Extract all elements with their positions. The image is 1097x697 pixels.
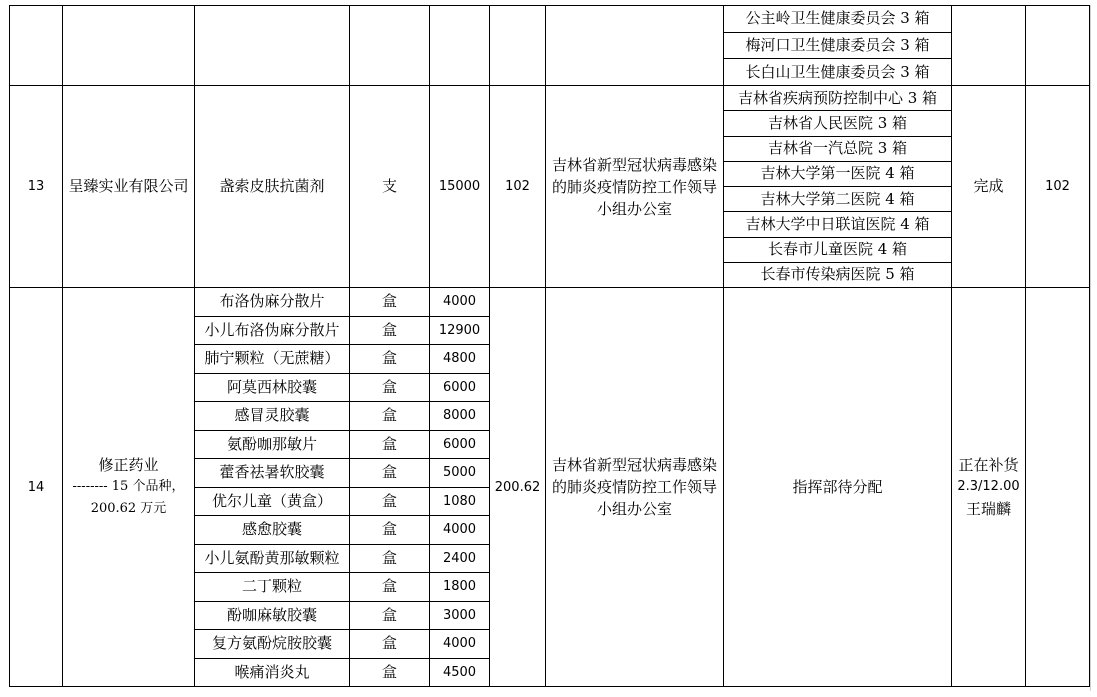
cell-no: 13: [10, 86, 63, 288]
cell-last: [1026, 288, 1090, 687]
cell-product: 藿香祛暑软胶囊: [195, 459, 350, 488]
cell-qty: 3000: [430, 601, 490, 630]
cell-qty: 15000: [430, 86, 490, 288]
company-summary: -------- 15 个品种，200.62 万元: [72, 479, 185, 517]
cell-status: 完成: [952, 86, 1026, 288]
company-name: 修正药业: [98, 456, 159, 475]
cell-recipient: 长春市儿童医院 4 箱: [724, 237, 952, 262]
cell-unit: 盒: [350, 459, 430, 488]
cell-qty: 2400: [430, 544, 490, 573]
cell-product: 感愈胶囊: [195, 516, 350, 545]
cell-product: 小儿布洛伪麻分散片: [195, 316, 350, 345]
status-text: 正在补货: [958, 456, 1019, 475]
cell-product: 二丁颗粒: [195, 573, 350, 602]
cell-qty: 4800: [430, 345, 490, 374]
cell-recipient: 吉林大学第二医院 4 箱: [724, 187, 952, 212]
table-row: [10, 86, 1090, 111]
cell-recipient: 公主岭卫生健康委员会 3 箱: [724, 6, 952, 33]
cell-qty: 12900: [430, 316, 490, 345]
cell-product: 盏索皮肤抗菌剂: [195, 86, 350, 288]
cell-recipient: 吉林大学中日联谊医院 4 箱: [724, 212, 952, 237]
cell-recipient: 长白山卫生健康委员会 3 箱: [724, 59, 952, 86]
cell-recipient: 吉林省一汽总院 3 箱: [724, 136, 952, 161]
cell-unit: 盒: [350, 601, 430, 630]
cell-status: [952, 6, 1026, 86]
cell-product: 喉痛消炎丸: [195, 658, 350, 687]
cell-receiver: [546, 6, 724, 86]
cell-qty: 4500: [430, 658, 490, 687]
cell-product: 复方氨酚烷胺胶囊: [195, 630, 350, 659]
cell-company: [63, 288, 195, 687]
cell-product: 小儿氨酚黄那敏颗粒: [195, 544, 350, 573]
cell-product: [195, 6, 350, 86]
cell-product: 阿莫西林胶囊: [195, 373, 350, 402]
cell-unit: 盒: [350, 516, 430, 545]
cell-last: [1026, 6, 1090, 86]
cell-unit: 盒: [350, 630, 430, 659]
cell-unit: 盒: [350, 430, 430, 459]
cell-company: [63, 6, 195, 86]
cell-product: 布洛伪麻分散片: [195, 288, 350, 317]
status-progress: 2.3/12.00: [957, 479, 1020, 495]
status-person: 王瑞麟: [965, 500, 1011, 519]
cell-qty: 1800: [430, 573, 490, 602]
cell-no: 14: [10, 288, 63, 687]
cell-qty: 8000: [430, 402, 490, 431]
cell-unit: 盒: [350, 402, 430, 431]
cell-receiver: 吉林省新型冠状病毒感染的肺炎疫情防控工作领导小组办公室: [546, 86, 724, 288]
cell-unit: 盒: [350, 288, 430, 317]
cell-unit: 支: [350, 86, 430, 288]
cell-qty: 6000: [430, 430, 490, 459]
donation-table-wrapper: [9, 5, 1089, 691]
cell-recipient: 吉林省疾病预防控制中心 3 箱: [724, 86, 952, 111]
cell-last: 102: [1026, 86, 1090, 288]
table-row: [10, 288, 1090, 317]
cell-company: 呈臻实业有限公司: [63, 86, 195, 288]
cell-unit: 盒: [350, 544, 430, 573]
cell-product: 感冒灵胶囊: [195, 402, 350, 431]
cell-qty: 6000: [430, 373, 490, 402]
cell-value: [490, 6, 546, 86]
cell-qty: 1080: [430, 487, 490, 516]
cell-recipient: 长春市传染病医院 5 箱: [724, 262, 952, 287]
cell-product: 肺宁颗粒（无蔗糖）: [195, 345, 350, 374]
cell-value: 200.62: [490, 288, 546, 687]
cell-product: 酚咖麻敏胶囊: [195, 601, 350, 630]
cell-unit: 盒: [350, 345, 430, 374]
cell-recipient: 吉林省人民医院 3 箱: [724, 111, 952, 136]
sheet-edge: [1090, 5, 1091, 691]
cell-qty: 5000: [430, 459, 490, 488]
cell-qty: 4000: [430, 516, 490, 545]
cell-value: 102: [490, 86, 546, 288]
donation-table: [9, 5, 1090, 687]
cell-unit: 盒: [350, 373, 430, 402]
cell-product: 优尔儿童（黄盒）: [195, 487, 350, 516]
cell-qty: [430, 6, 490, 86]
cell-no: [10, 6, 63, 86]
cell-unit: 盒: [350, 487, 430, 516]
cell-receiver: 吉林省新型冠状病毒感染的肺炎疫情防控工作领导小组办公室: [546, 288, 724, 687]
cell-recipient: 梅河口卫生健康委员会 3 箱: [724, 32, 952, 59]
cell-qty: 4000: [430, 630, 490, 659]
cell-unit: 盒: [350, 316, 430, 345]
cell-unit: 盒: [350, 573, 430, 602]
cell-recipient: 吉林大学第一医院 4 箱: [724, 161, 952, 186]
cell-status: [952, 288, 1026, 687]
cell-distribution: 指挥部待分配: [724, 288, 952, 687]
table-row: [10, 6, 1090, 33]
cell-product: 氨酚咖那敏片: [195, 430, 350, 459]
cell-unit: 盒: [350, 658, 430, 687]
cell-unit: [350, 6, 430, 86]
cell-qty: 4000: [430, 288, 490, 317]
